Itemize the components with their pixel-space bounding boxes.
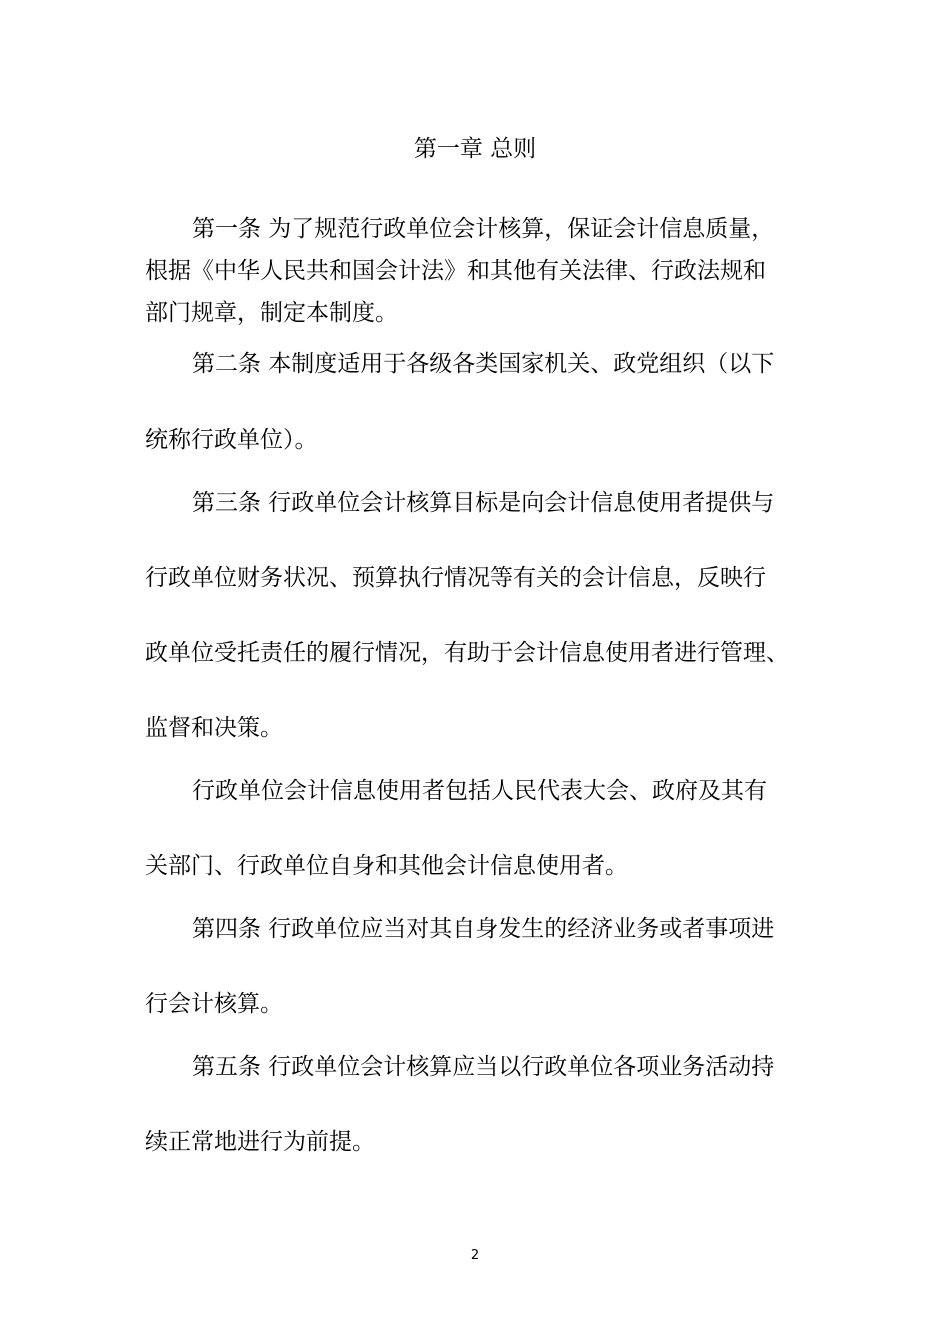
article-4-line-1: 第四条 行政单位应当对其自身发生的经济业务或者事项进 bbox=[192, 916, 775, 942]
article-5-line-2: 续正常地进行为前提。 bbox=[145, 1129, 375, 1155]
article-3-para-2-line-2: 关部门、行政单位自身和其他会计信息使用者。 bbox=[145, 853, 628, 879]
article-3-line-4: 监督和决策。 bbox=[145, 715, 283, 741]
article-2-line-2: 统称行政单位）。 bbox=[145, 427, 318, 453]
article-2-line-1: 第二条 本制度适用于各级各类国家机关、政党组织（以下 bbox=[192, 351, 775, 377]
article-1-line-3: 部门规章，制定本制度。 bbox=[145, 300, 398, 326]
article-3-para-2-line-1: 行政单位会计信息使用者包括人民代表大会、政府及其有 bbox=[192, 778, 767, 804]
article-3-line-2: 行政单位财务状况、预算执行情况等有关的会计信息，反映行 bbox=[145, 565, 766, 591]
article-1-line-2: 根据《中华人民共和国会计法》和其他有关法律、行政法规和 bbox=[145, 258, 766, 284]
article-4-line-2: 行会计核算。 bbox=[145, 991, 283, 1017]
article-3-line-3: 政单位受托责任的履行情况，有助于会计信息使用者进行管理、 bbox=[145, 640, 789, 666]
article-5-line-1: 第五条 行政单位会计核算应当以行政单位各项业务活动持 bbox=[192, 1054, 775, 1080]
article-1-line-1: 第一条 为了规范行政单位会计核算，保证会计信息质量， bbox=[192, 216, 775, 242]
chapter-title: 第一章 总则 bbox=[413, 136, 537, 162]
article-3-line-1: 第三条 行政单位会计核算目标是向会计信息使用者提供与 bbox=[192, 490, 775, 516]
page-number: 2 bbox=[470, 1248, 480, 1263]
